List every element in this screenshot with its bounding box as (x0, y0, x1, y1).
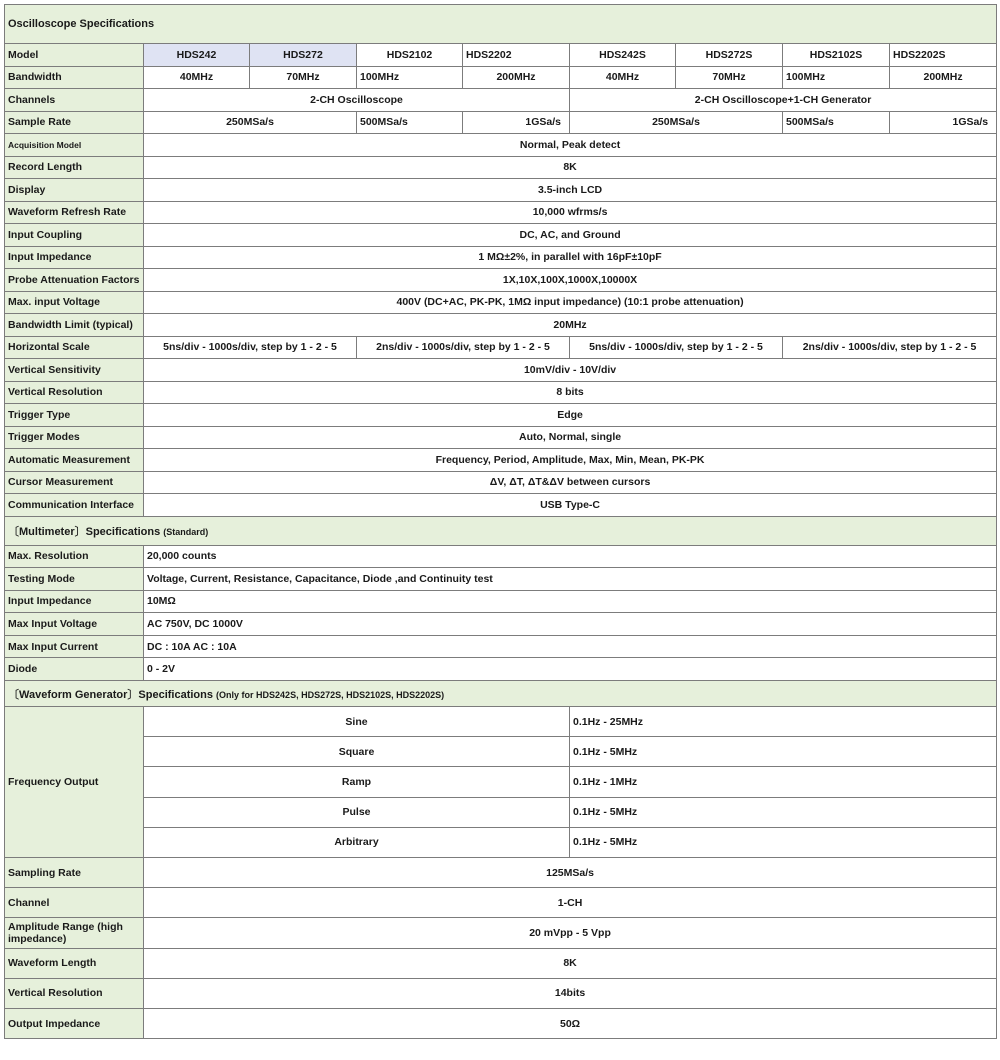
frequency-output-row (5, 767, 997, 797)
spec-value: 125MSa/s (144, 858, 997, 888)
model-cell: HDS2102S (783, 44, 890, 67)
bandwidth-cell: 200MHz (890, 66, 997, 89)
spec-value: DC, AC, and Ground (144, 224, 997, 247)
spec-label: Automatic Measurement (5, 449, 144, 472)
spec-label: Testing Mode (5, 568, 144, 591)
multimeter-section-title (5, 516, 997, 545)
model-cell: HDS2202S (890, 44, 997, 67)
spec-sheet (4, 4, 996, 1039)
spec-value: 20MHz (144, 314, 997, 337)
spec-label: Vertical Resolution (5, 381, 144, 404)
spec-label: Input Coupling (5, 224, 144, 247)
sample-rate-row (5, 111, 997, 134)
spec-label: Max Input Current (5, 635, 144, 658)
spec-label: Max Input Voltage (5, 613, 144, 636)
bandwidth-cell: 40MHz (144, 66, 250, 89)
frequency-output-row (5, 707, 997, 737)
model-cell: HDS242 (144, 44, 250, 67)
model-row (5, 44, 997, 67)
spec-value: 1X,10X,100X,1000X,10000X (144, 269, 997, 292)
spec-label: Diode (5, 658, 144, 681)
specifications-table (4, 4, 997, 1039)
waveform-type: Ramp (144, 767, 570, 797)
spec-label: Vertical Resolution (5, 978, 144, 1008)
spec-label: Input Impedance (5, 246, 144, 269)
waveform-type: Sine (144, 707, 570, 737)
channels-cell: 2-CH Oscilloscope (144, 89, 570, 112)
spec-value: 10mV/div - 10V/div (144, 359, 997, 382)
spec-value: 20,000 counts (144, 545, 997, 568)
sample-rate-cell: 500MSa/s (783, 111, 890, 134)
waveform-generator-section-title (5, 681, 997, 707)
waveform-generator-title-text: 〔Waveform Generator〕Specifications (8, 688, 213, 701)
spec-value: 14bits (144, 978, 997, 1008)
spec-value: Frequency, Period, Amplitude, Max, Min, Mean, PK-PK (144, 449, 997, 472)
horizontal-scale-cell: 5ns/div - 1000s/div, step by 1 - 2 - 5 (144, 336, 357, 359)
waveform-generator-section-header (5, 681, 997, 707)
frequency-output-row (5, 797, 997, 827)
spec-label: Vertical Sensitivity (5, 359, 144, 382)
oscilloscope-section-header (5, 5, 997, 44)
spec-value: Normal, Peak detect (144, 134, 997, 157)
sample-rate-cell: 250MSa/s (570, 111, 783, 134)
spec-label: Record Length (5, 156, 144, 179)
spec-value: 0 - 2V (144, 658, 997, 681)
spec-label: Sampling Rate (5, 858, 144, 888)
spec-label: Trigger Modes (5, 426, 144, 449)
spec-label: Waveform Length (5, 948, 144, 978)
frequency-output-row (5, 827, 997, 857)
bandwidth-cell: 70MHz (250, 66, 357, 89)
frequency-output-label: Frequency Output (5, 707, 144, 858)
spec-value: 400V (DC+AC, PK-PK, 1MΩ input impedance) (10:1 probe attenuation) (144, 291, 997, 314)
horizontal-scale-cell: 2ns/div - 1000s/div, step by 1 - 2 - 5 (357, 336, 570, 359)
spec-label: Display (5, 179, 144, 202)
sample-rate-cell: 500MSa/s (357, 111, 463, 134)
model-cell: HDS2202 (463, 44, 570, 67)
model-cell: HDS272 (250, 44, 357, 67)
frequency-range: 0.1Hz - 5MHz (570, 737, 997, 767)
horizontal-scale-label: Horizontal Scale (5, 336, 144, 359)
waveform-type: Arbitrary (144, 827, 570, 857)
spec-label: Communication Interface (5, 494, 144, 517)
spec-value: 8 bits (144, 381, 997, 404)
waveform-type: Pulse (144, 797, 570, 827)
spec-value: DC : 10A AC : 10A (144, 635, 997, 658)
sample-rate-label: Sample Rate (5, 111, 144, 134)
spec-label: Amplitude Range (high impedance) (5, 918, 144, 948)
spec-label: Max. Resolution (5, 545, 144, 568)
spec-value: 3.5-inch LCD (144, 179, 997, 202)
spec-value: ΔV, ΔT, ΔT&ΔV between cursors (144, 471, 997, 494)
spec-value: 50Ω (144, 1008, 997, 1038)
sample-rate-cell: 250MSa/s (144, 111, 357, 134)
channels-label: Channels (5, 89, 144, 112)
bandwidth-row (5, 66, 997, 89)
multimeter-title-note: (Standard) (163, 526, 209, 537)
spec-label: Cursor Measurement (5, 471, 144, 494)
multimeter-section-header (5, 516, 997, 545)
waveform-type: Square (144, 737, 570, 767)
multimeter-title-text: 〔Multimeter〕Specifications (8, 525, 161, 538)
bandwidth-cell: 40MHz (570, 66, 676, 89)
spec-label: Output Impedance (5, 1008, 144, 1038)
spec-label: Acquisition Model (5, 134, 144, 157)
waveform-generator-title-note: (Only for HDS242S, HDS272S, HDS2102S, HDS2202S) (216, 689, 445, 700)
channels-row (5, 89, 997, 112)
frequency-range: 0.1Hz - 25MHz (570, 707, 997, 737)
spec-value: Edge (144, 404, 997, 427)
model-label: Model (5, 44, 144, 67)
model-cell: HDS242S (570, 44, 676, 67)
spec-value: 10,000 wfrms/s (144, 201, 997, 224)
spec-label: Waveform Refresh Rate (5, 201, 144, 224)
spec-label: Probe Attenuation Factors (5, 269, 144, 292)
spec-label: Channel (5, 888, 144, 918)
sample-rate-cell: 1GSa/s (890, 111, 997, 134)
horizontal-scale-cell: 2ns/div - 1000s/div, step by 1 - 2 - 5 (783, 336, 997, 359)
bandwidth-label: Bandwidth (5, 66, 144, 89)
frequency-range: 0.1Hz - 1MHz (570, 767, 997, 797)
spec-label: Trigger Type (5, 404, 144, 427)
spec-value: 1 MΩ±2%, in parallel with 16pF±10pF (144, 246, 997, 269)
spec-label: Input Impedance (5, 590, 144, 613)
frequency-range: 0.1Hz - 5MHz (570, 797, 997, 827)
sample-rate-cell: 1GSa/s (463, 111, 570, 134)
spec-value: USB Type-C (144, 494, 997, 517)
bandwidth-cell: 200MHz (463, 66, 570, 89)
horizontal-scale-row (5, 336, 997, 359)
spec-value: 20 mVpp - 5 Vpp (144, 918, 997, 948)
model-cell: HDS272S (676, 44, 783, 67)
horizontal-scale-cell: 5ns/div - 1000s/div, step by 1 - 2 - 5 (570, 336, 783, 359)
frequency-range: 0.1Hz - 5MHz (570, 827, 997, 857)
channels-cell: 2-CH Oscilloscope+1-CH Generator (570, 89, 997, 112)
bandwidth-cell: 70MHz (676, 66, 783, 89)
bandwidth-cell: 100MHz (783, 66, 890, 89)
spec-label: Max. input Voltage (5, 291, 144, 314)
spec-label: Bandwidth Limit (typical) (5, 314, 144, 337)
bandwidth-cell: 100MHz (357, 66, 463, 89)
spec-value: 1-CH (144, 888, 997, 918)
spec-value: AC 750V, DC 1000V (144, 613, 997, 636)
spec-value: Voltage, Current, Resistance, Capacitance, Diode ,and Continuity test (144, 568, 997, 591)
spec-value: 10MΩ (144, 590, 997, 613)
oscilloscope-section-title: Oscilloscope Specifications (5, 5, 997, 44)
spec-value: 8K (144, 948, 997, 978)
spec-value: 8K (144, 156, 997, 179)
model-cell: HDS2102 (357, 44, 463, 67)
spec-value: Auto, Normal, single (144, 426, 997, 449)
frequency-output-row (5, 737, 997, 767)
